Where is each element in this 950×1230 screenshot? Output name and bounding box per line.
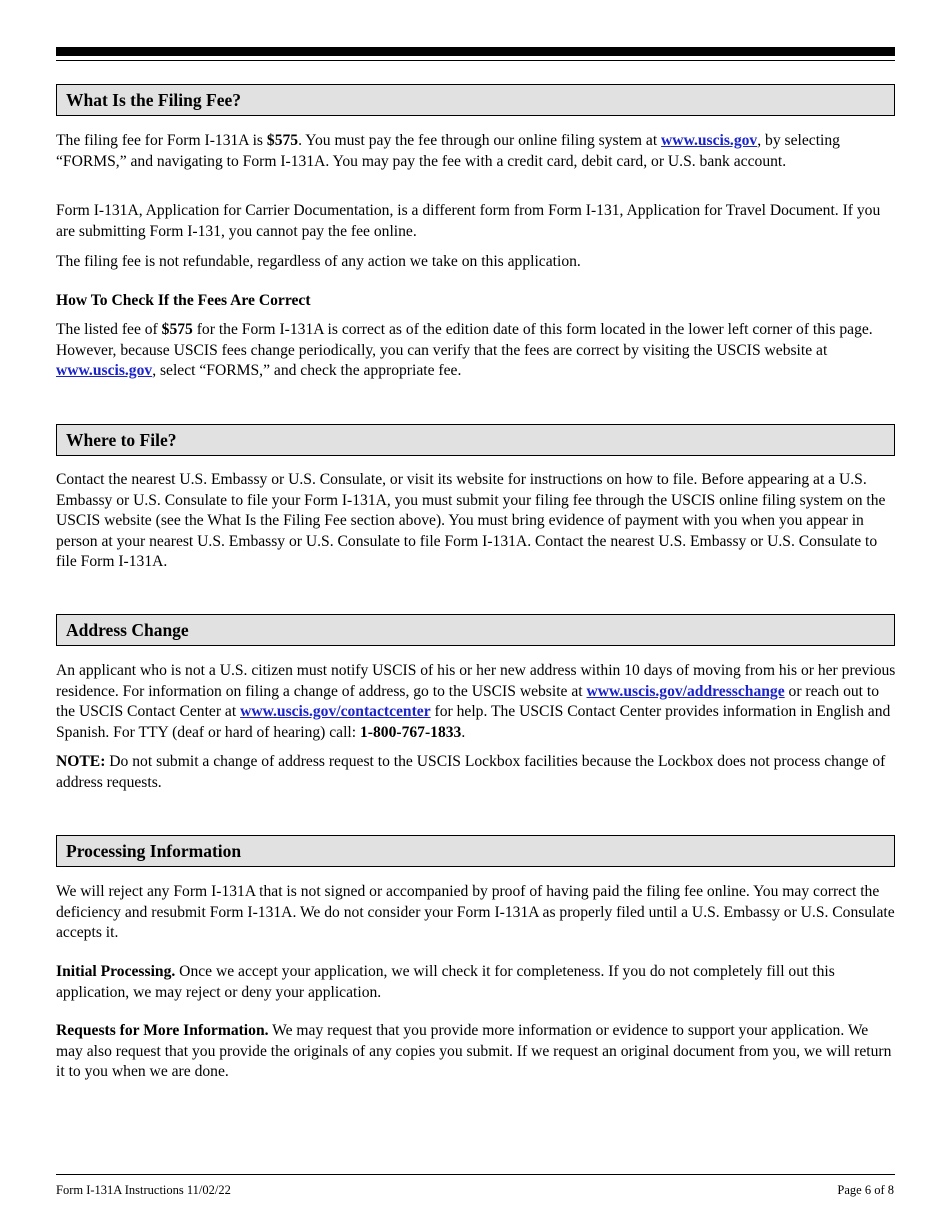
footer-form-edition: Form I-131A Instructions 11/02/22 [56,1183,231,1197]
section-header-filing-fee [56,84,895,116]
uscis-link[interactable]: www.uscis.gov [661,132,758,149]
check-fees-subheading: How To Check If the Fees Are Correct [56,292,311,309]
where-to-file-paragraph: Contact the nearest U.S. Embassy or U.S. Consulate, or visit its website for instructions on how to file. Before appearing at a U.S. Embassy or U.S. Consulate to file your Form I-131A, you must submit your filing fee through the USCIS online filing system on the USCIS website (see the What Is the Filing Fee section above). You must bring evidence of payment with you when you appear in person at your nearest U.S. Embassy or U.S. Consulate to file Form I-131A. Contact the nearest U.S. Embassy or U.S. Consulate to file Form I-131A. [56,471,886,571]
processing-paragraph: We will reject any Form I-131A that is not signed or accompanied by proof of having paid the filing fee online. You may correct the deficiency and resubmit Form I-131A. We do not consider your Form I-131A as properly filed until a U.S. Embassy or U.S. Consulate accepts it. [56,883,895,942]
address-change-link[interactable]: www.uscis.gov/addresschange [586,682,785,700]
address-change-note: NOTE: Do not submit a change of address request to the USCIS Lockbox facilities because the Lockbox does not process change of address requests. [56,753,886,791]
filing-fee-paragraph: The filing fee for Form I-131A is $575. You must pay the fee through our online filing system at www.uscis.gov, by selecting “FORMS,” and navigating to Form I-131A. You may pay the fee with a credit card, debit card, or U.S. bank account. [56,132,840,170]
section-header-where-to-file [56,424,895,456]
tty-phone-number: 1-800-767-1833 [360,723,462,741]
initial-processing-paragraph: Initial Processing. Once we accept your application, we will check it for completeness. If you do not completely fill out this application, we may reject or deny your application. [56,963,835,1001]
requests-info-label: Requests for More Information. [56,1022,269,1039]
contact-center-link[interactable]: www.uscis.gov/contactcenter [240,703,431,721]
section-title: Where to File? [66,430,177,450]
fee-amount: $575 [266,132,299,149]
note-label: NOTE: [56,753,106,770]
section-header-processing [56,835,895,867]
section-title: Processing Information [66,841,242,861]
fee-amount: $575 [161,321,193,338]
requests-info-paragraph: Requests for More Information. We may request that you provide more information or evidence to support your application. We may also request that you provide the originals of any copies you submit. If we request an original document from you, we will return it to you when we are done. [56,1022,892,1081]
address-change-paragraph: An applicant who is not a U.S. citizen must notify USCIS of his or her new address within 10 days of moving from his or her previous residence. For information on filing a change of address, go to the USCIS website at www.uscis.gov/addresschange or reach out to the USCIS Contact Center at www.uscis.gov/contactcenter for help. The USCIS Contact Center provides information in English and Spanish. For TTY (deaf or hard of hearing) call: 1-800-767-1833. [56,662,896,741]
check-fees-paragraph: The listed fee of $575 for the Form I-131A is correct as of the edition date of this form located in the lower left corner of this page. However, because USCIS fees change periodically, you can verify that the fees are correct by visiting the USCIS website at www.uscis.gov, select “FORMS,” and check the appropriate fee. [56,321,873,380]
top-thick-rule [56,47,895,56]
non-refundable-paragraph: The filing fee is not refundable, regardless of any action we take on this application. [56,253,581,270]
top-thin-rule [56,60,895,61]
uscis-link[interactable]: www.uscis.gov [56,362,153,380]
section-title: Address Change [66,620,189,640]
footer-page-number: Page 6 of 8 [837,1183,894,1197]
form-difference-paragraph: Form I-131A, Application for Carrier Documentation, is a different form from Form I-131, Application for Travel Document. If you are submitting Form I-131, you cannot pay the fee online. [56,202,881,240]
section-title: What Is the Filing Fee? [66,90,241,110]
section-header-address-change [56,614,895,646]
footer-rule [56,1174,895,1175]
initial-processing-label: Initial Processing. [56,963,176,980]
